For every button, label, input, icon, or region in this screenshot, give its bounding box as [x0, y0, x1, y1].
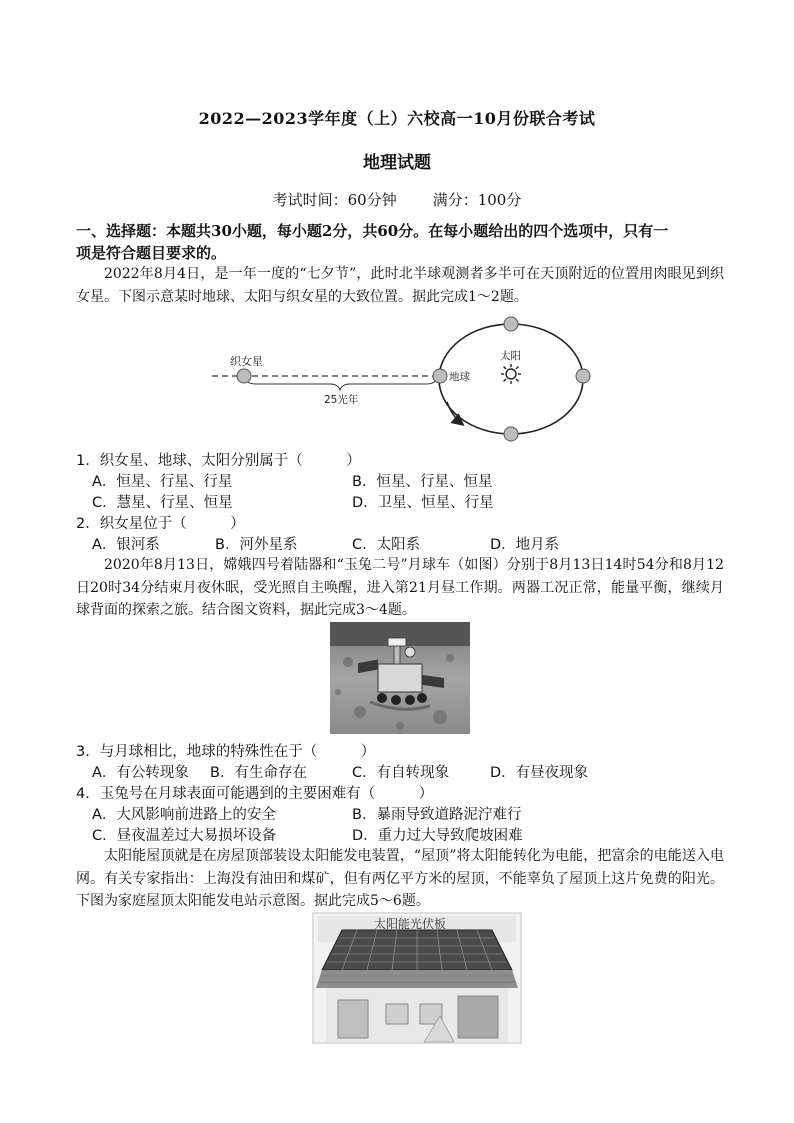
question-1-option-b[interactable]: B．恒星、行星、恒星 — [352, 474, 493, 490]
exam-time: 考试时间：60分钟 — [272, 191, 397, 209]
earth-marker — [433, 369, 447, 383]
question-2-option-b[interactable]: B．河外星系 — [215, 537, 298, 553]
exam-score: 满分：100分 — [432, 191, 522, 209]
earth-label: 地球 — [449, 371, 470, 383]
subject-title: 地理试题 — [363, 153, 431, 173]
question-4-option-d[interactable]: D．重力过大导致爬坡困难 — [352, 828, 523, 844]
question-2-option-a[interactable]: A．银河系 — [92, 537, 160, 553]
question-3-stem: 3．与月球相比，地球的特殊性在于（ ） — [76, 744, 376, 760]
distance-brace — [246, 378, 436, 390]
question-4-option-c[interactable]: C．昼夜温差过大易损坏设备 — [92, 828, 277, 844]
orbit-position-bottom — [504, 427, 518, 441]
question-2-stem: 2．织女星位于（ ） — [76, 516, 245, 532]
question-3-option-c[interactable]: C．有自转现象 — [352, 765, 450, 781]
orbit-position-right — [576, 369, 590, 383]
section-heading-line1: 一、选择题：本题共30小题，每小题2分，共60分。在每小题给出的四个选项中，只有一 — [76, 222, 669, 240]
solar-panel-label: 太阳能光伏板 — [374, 917, 447, 931]
sun-icon — [501, 364, 521, 384]
solar-roof-photo — [312, 912, 522, 1044]
passage-3: 太阳能屋顶就是在房屋顶部装设太阳能发电装置，“屋顶”将太阳能转化为电能，把富余的电能送入电网。有关专家指出：上海没有油田和煤矿，但有两亿平方米的屋顶，不能辜负了屋顶上这片免费的阳光。下图为家庭屋顶太阳能发电站示意图。据此完成5～6题。 — [76, 848, 724, 909]
passage-1: 2022年8月4日，是一年一度的“七夕节”，此时北半球观测者多半可在天顶附近的位置用肉眼见到织女星。下图示意某时地球、太阳与织女星的大致位置。据此完成1～2题。 — [76, 266, 724, 305]
distance-label: 25光年 — [324, 394, 359, 406]
question-2-option-d[interactable]: D．地月系 — [490, 537, 560, 553]
sun-label: 太阳 — [500, 350, 521, 362]
question-4-option-b[interactable]: B．暴雨导致道路泥泞难行 — [352, 807, 522, 823]
question-2-option-c[interactable]: C．太阳系 — [352, 537, 421, 553]
question-3-option-a[interactable]: A．有公转现象 — [92, 765, 189, 781]
question-3-option-b[interactable]: B．有生命存在 — [210, 765, 307, 781]
question-1-option-d[interactable]: D．卫星、恒星、行星 — [352, 495, 494, 511]
question-1-option-a[interactable]: A．恒星、行星、行星 — [92, 474, 233, 490]
orbit-diagram — [200, 312, 610, 446]
exam-info — [0, 189, 794, 210]
exam-title: 2022—2023学年度（上）六校高一10月份联合考试 — [198, 109, 596, 128]
passage-2: 2020年8月13日，嫦娥四号着陆器和“玉兔二号”月球车（如图）分别于8月13日14时54分和8月12日20时34分结束月夜休眠，受光照自主唤醒，进入第21月昼工作期。两器工况正常，能量平衡，继续月球背面的探索之旅。结合图文资料，据此完成3～4题。 — [76, 557, 724, 618]
question-1-option-c[interactable]: C．慧星、行星、恒星 — [92, 495, 233, 511]
question-4-stem: 4．玉兔号在月球表面可能遇到的主要困难有（ ） — [76, 786, 434, 802]
orbit-position-top — [504, 317, 518, 331]
yutu-rover-photo — [330, 622, 470, 734]
question-4-option-a[interactable]: A．大风影响前进路上的安全 — [92, 807, 276, 823]
question-3-option-d[interactable]: D．有昼夜现象 — [490, 765, 589, 781]
question-1-stem: 1．织女星、地球、太阳分别属于（ ） — [76, 453, 361, 469]
vega-label: 织女星 — [230, 355, 263, 368]
section-heading-line2: 项是符合题目要求的。 — [76, 244, 227, 262]
vega-marker — [237, 369, 251, 383]
section-heading — [76, 220, 724, 264]
